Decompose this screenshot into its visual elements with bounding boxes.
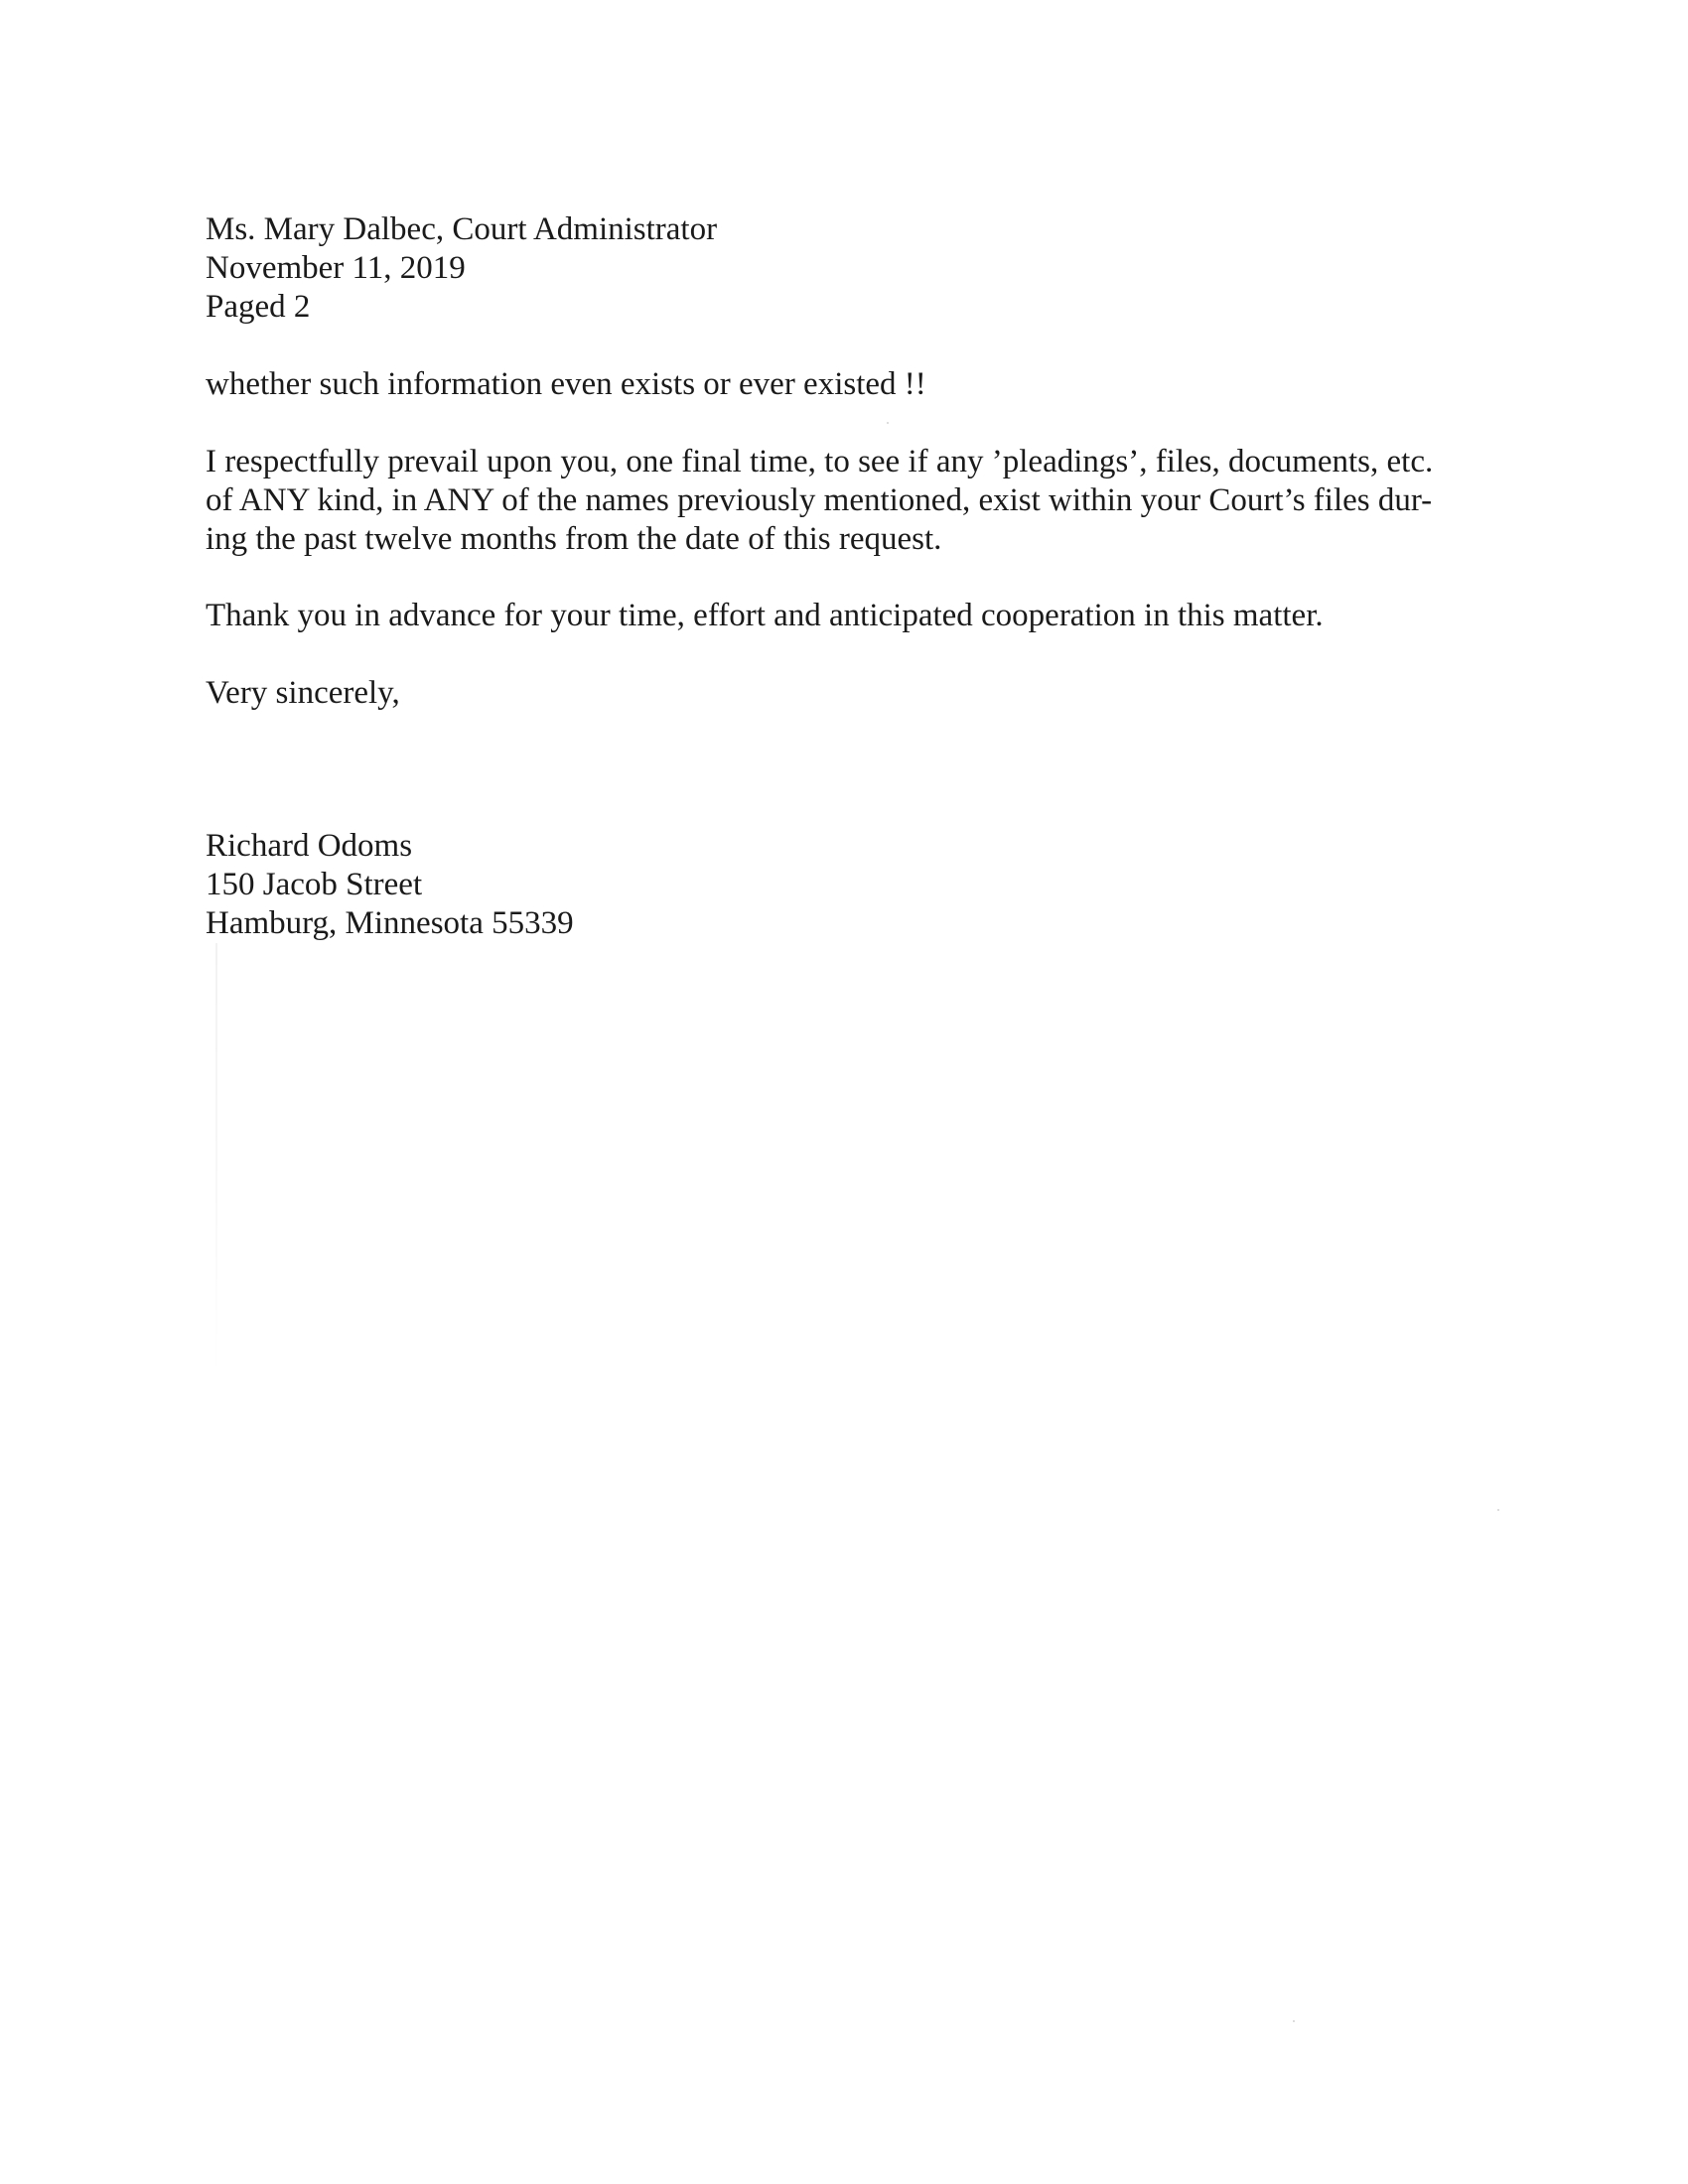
paragraph-request [206, 443, 1433, 559]
recipient-line: Ms. Mary Dalbec, Court Administrator [206, 211, 718, 247]
signer-name: Richard Odoms [206, 828, 413, 864]
scan-artifact-line [215, 943, 217, 1380]
paragraph-thanks: Thank you in advance for your time, effort and anticipated cooperation in this matter. [206, 598, 1324, 633]
signer-street: 150 Jacob Street [206, 867, 423, 902]
signer-city: Hamburg, Minnesota 55339 [206, 905, 574, 941]
closing-salutation: Very sincerely, [206, 675, 400, 711]
page-indicator: Paged 2 [206, 289, 311, 325]
letter-header [206, 210, 717, 327]
scan-speck [887, 422, 889, 424]
paragraph-continuation: whether such information even exists or ever existed !! [206, 366, 926, 402]
signature-block [206, 827, 574, 943]
scan-speck [1293, 2020, 1295, 2022]
paragraph-line: of ANY kind, in ANY of the names previously mentioned, exist within your Court’s files dur- [206, 482, 1433, 518]
paragraph-line: ing the past twelve months from the date of this request. [206, 521, 942, 557]
scan-speck [1497, 1509, 1499, 1511]
letter-date: November 11, 2019 [206, 250, 466, 286]
paragraph-line: I respectfully prevail upon you, one final time, to see if any ’pleadings’, files, documents, etc. [206, 444, 1434, 479]
